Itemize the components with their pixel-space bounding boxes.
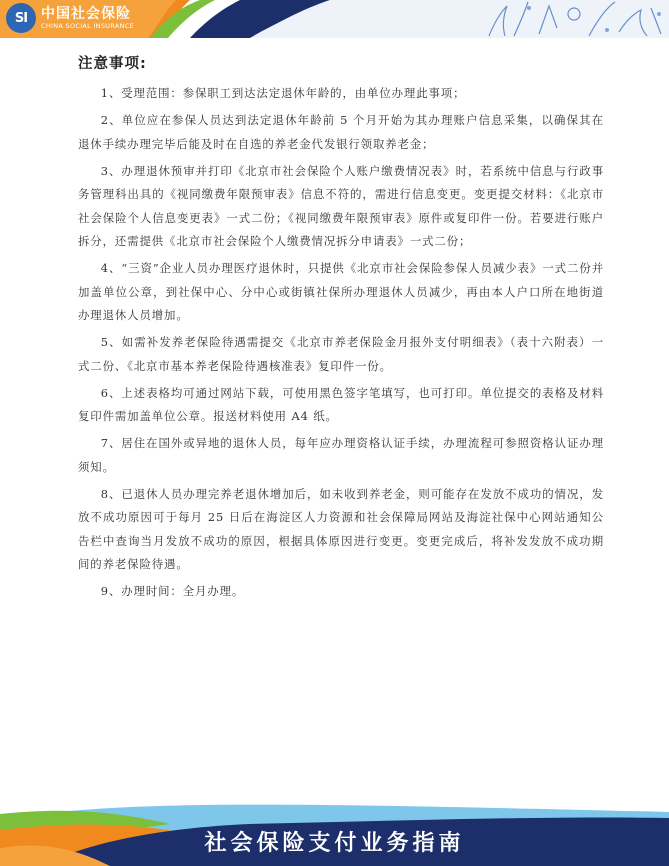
logo-chinese-name: 中国社会保险 [41, 5, 131, 22]
notice-item-1: 1、受理范围：参保职工到达法定退休年龄的，由单位办理此事项； [100, 86, 466, 100]
logo-emblem-icon: SI [6, 3, 36, 33]
notice-item-9: 9、办理时间：全月办理。 [100, 584, 245, 598]
logo-english-name: CHINA SOCIAL INSURANCE [41, 21, 135, 30]
footer-title: 社会保险支付业务指南 [204, 831, 465, 856]
notice-content [78, 52, 604, 607]
china-social-insurance-logo [6, 3, 134, 33]
notice-item-6: 6、上述表格均可通过网站下载，可使用黑色签字笔填写，也可打印。单位提交的表格及材料复印件需加盖单位公章。报送材料使用 A4 纸。 [78, 385, 604, 423]
header-pattern-decoration [369, 0, 669, 38]
notice-item-8: 8、已退休人员办理完养老退休增加后，如未收到养老金，则可能存在发放不成功的情况，发放不成功原因可于每月 25 日后在海淀区人力资源和社会保障局网站及海淀社保中心网站通知公告栏中查询当月发放不成功的原因，根据具体原因进行变更。变更完成后，将补发发放不成功期间的养老保险待遇。 [78, 486, 604, 571]
logo-text [41, 7, 134, 30]
notice-item-3: 3、办理退休预审并打印《北京市社会保险个人账户缴费情况表》时，若系统中信息与行政事务管理科出具的《视同缴费年限预审表》信息不符的，需进行信息变更。变更提交材料：《北京市社会保险个人信息变更表》一式二份；《视同缴费年限预审表》原件或复印件一份。若要进行账户拆分，还需提供《北京市社会保险个人缴费情况拆分申请表》一式二份； [78, 163, 604, 248]
notice-item-4: 4、“三资”企业人员办理医疗退休时，只提供《北京市社会保险参保人员减少表》一式二份并加盖单位公章，到社保中心、分中心或街镇社保所办理退休人员减少，再由本人户口所在地街道办理退休人员增加。 [78, 261, 604, 322]
page-footer [0, 790, 669, 866]
notice-item-5: 5、如需补发养老保险待遇需提交《北京市养老保险金月报外支付明细表》（表十六附表）一式二份、《北京市基本养老保险待遇核准表》复印件一份。 [78, 335, 604, 373]
page-title: 注意事项: [78, 56, 147, 72]
page-header [0, 0, 669, 38]
notice-item-2: 2、单位应在参保人员达到法定退休年龄前 5 个月开始为其办理账户信息采集，以确保其在退休手续办理完毕后能及时在自选的养老金代发银行领取养老金； [78, 113, 604, 151]
notice-item-7: 7、居住在国外或异地的退休人员，每年应办理资格认证手续，办理流程可参照资格认证办理须知。 [78, 436, 604, 474]
